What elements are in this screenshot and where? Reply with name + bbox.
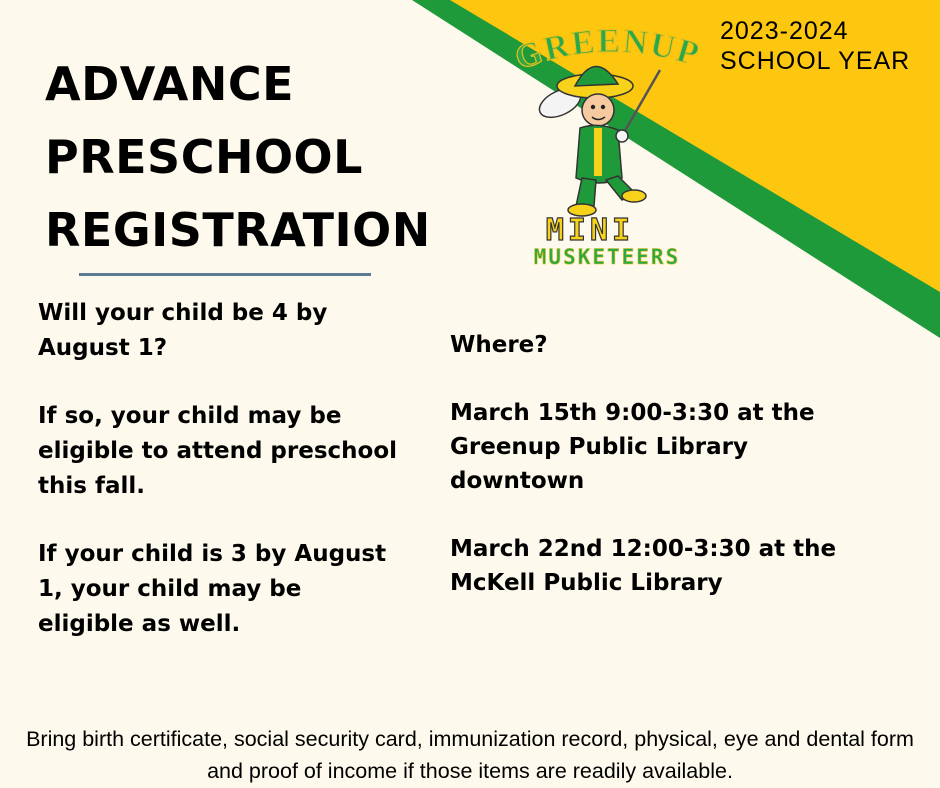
eligibility-paragraph-1: Will your child be 4 by August 1? xyxy=(38,300,328,361)
title-line-2: PRESCHOOL xyxy=(45,130,363,184)
title-divider xyxy=(79,273,371,276)
logo-bottom-text: MUSKETEERS xyxy=(533,245,681,268)
musketeer-mascot-icon xyxy=(510,18,710,268)
logo-top-text: GREENUP xyxy=(510,22,705,78)
where-heading: Where? xyxy=(450,332,548,358)
logo-middle-text: MINI xyxy=(545,213,635,248)
school-year xyxy=(720,16,910,76)
location-paragraph-1: March 15th 9:00-3:30 at the Greenup Public Library downtown xyxy=(450,400,815,494)
location-info xyxy=(450,328,880,634)
page-title xyxy=(45,48,431,267)
location-paragraph-2: March 22nd 12:00-3:30 at the McKell Public Library xyxy=(450,536,837,596)
eligibility-paragraph-2: If so, your child may be eligible to attend preschool this fall. xyxy=(38,403,398,499)
title-line-1: ADVANCE xyxy=(45,57,295,111)
title-line-3: REGISTRATION xyxy=(45,203,431,257)
footer-note: Bring birth certificate, social security card, immunization record, physical, eye and dental form and proof of income if those items are readily available. xyxy=(26,727,914,783)
eligibility-paragraph-3: If your child is 3 by August 1, your child may be eligible as well. xyxy=(38,541,387,637)
eligibility-info xyxy=(38,296,398,675)
school-year-line-2: SCHOOL YEAR xyxy=(720,47,911,75)
mini-musketeers-logo xyxy=(510,18,710,272)
school-year-line-1: 2023-2024 xyxy=(720,17,849,45)
